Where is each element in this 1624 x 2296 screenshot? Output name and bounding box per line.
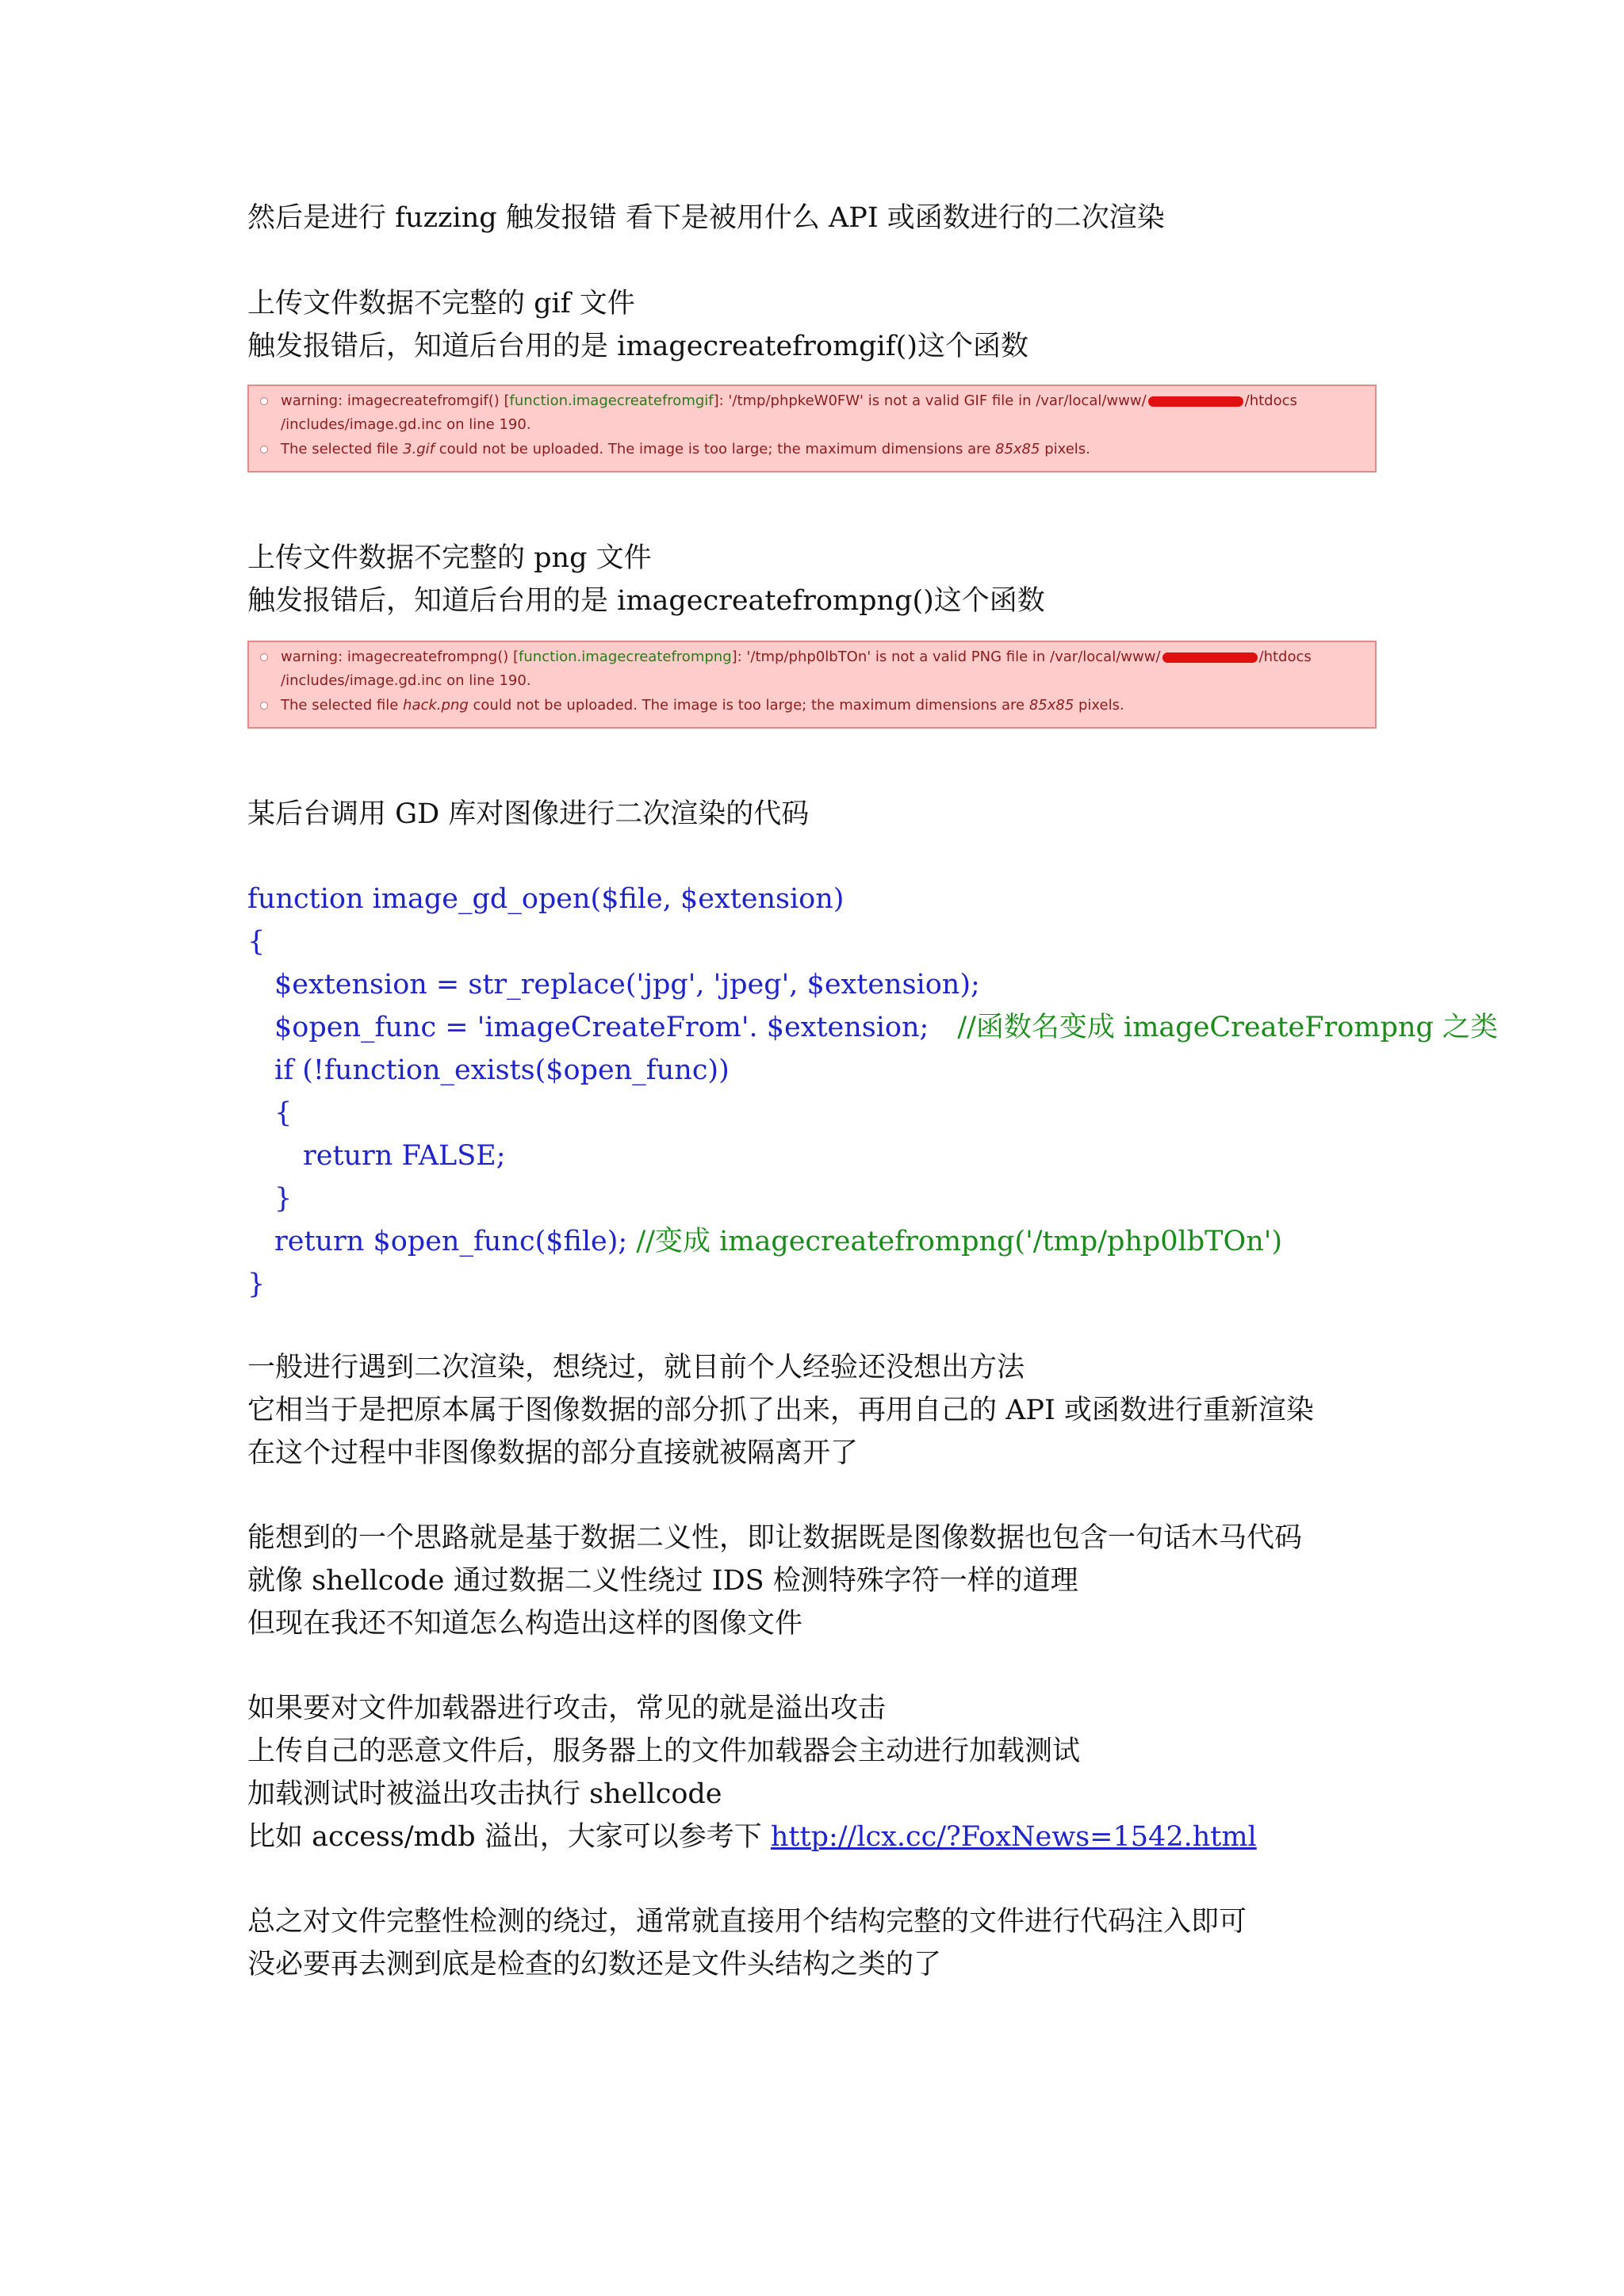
code-line: $open_func = 'imageCreateFrom'. $extension; //函数名变成 imageCreateFrompng 之类 <box>274 1012 1499 1043</box>
code-line: function image_gd_open($file, $extension) <box>247 883 845 915</box>
bullet-icon <box>260 446 268 453</box>
paragraph-line: 一般进行遇到二次渲染，想绕过，就目前个人经验还没想出方法 <box>247 1352 1025 1383</box>
gif-section-line1: 上传文件数据不完整的 gif 文件 <box>247 288 635 320</box>
code-line: return FALSE; <box>303 1140 506 1172</box>
code-line: { <box>274 1097 293 1129</box>
paragraph-line: 上传自己的恶意文件后，服务器上的文件加载器会主动进行加载测试 <box>247 1735 1081 1767</box>
code-line: { <box>247 926 266 958</box>
bullet-icon <box>260 397 268 405</box>
paragraph-line: 在这个过程中非图像数据的部分直接就被隔离开了 <box>247 1437 859 1469</box>
code-comment: //变成 imagecreatefrompng('/tmp/php0lbTOn') <box>636 1226 1283 1257</box>
paragraph-line: 比如 access/mdb 溢出，大家可以参考下 http://lcx.cc/?FoxNews=1542.html <box>247 1821 1257 1853</box>
png-function-link[interactable]: function.imagecreatefrompng <box>519 649 732 665</box>
png-section-line1: 上传文件数据不完整的 png 文件 <box>247 542 652 574</box>
gd-heading: 某后台调用 GD 库对图像进行二次渲染的代码 <box>247 798 810 830</box>
gif-function-link[interactable]: function.imagecreatefromgif <box>509 392 714 409</box>
paragraph-line: 能想到的一个思路就是基于数据二义性，即让数据既是图像数据也包含一句话木马代码 <box>247 1522 1303 1554</box>
intro-text: 然后是进行 fuzzing 触发报错 看下是被用什么 API 或函数进行的二次渲染 <box>247 202 1165 234</box>
png-selected-file-line: The selected file hack.png could not be uploaded. The image is too large; the maximum dimensions are 85x85 pixels. <box>281 697 1124 714</box>
redaction-mark <box>1162 652 1258 663</box>
gif-warning-line2: /includes/image.gd.inc on line 190. <box>281 416 531 433</box>
reference-link[interactable]: http://lcx.cc/?FoxNews=1542.html <box>770 1821 1257 1853</box>
code-line: if (!function_exists($open_func)) <box>274 1054 730 1086</box>
paragraph-line: 没必要再去测到底是检查的幻数还是文件头结构之类的了 <box>247 1949 942 1980</box>
paragraph-line: 加载测试时被溢出攻击执行 shellcode <box>247 1778 722 1810</box>
gif-error-box <box>247 385 1377 473</box>
code-comment: //函数名变成 imageCreateFrompng 之类 <box>957 1012 1499 1043</box>
gif-selected-file-line: The selected file 3.gif could not be uploaded. The image is too large; the maximum dimensions are 85x85 pixels. <box>281 441 1090 457</box>
paragraph-line: 总之对文件完整性检测的绕过，通常就直接用个结构完整的文件进行代码注入即可 <box>247 1906 1247 1938</box>
bullet-icon <box>260 653 268 661</box>
bullet-icon <box>260 702 268 710</box>
code-line: } <box>247 1269 266 1300</box>
paragraph-line: 就像 shellcode 通过数据二义性绕过 IDS 检测特殊字符一样的道理 <box>247 1565 1078 1597</box>
paragraph-line: 如果要对文件加载器进行攻击，常见的就是溢出攻击 <box>247 1693 887 1724</box>
paragraph-line: 它相当于是把原本属于图像数据的部分抓了出来，再用自己的 API 或函数进行重新渲染 <box>247 1395 1314 1426</box>
gif-warning-line: warning: imagecreatefromgif() [function.imagecreatefromgif]: '/tmp/phpkeW0FW' is not a valid GIF file in /var/local/www/ /htdocs <box>281 392 1297 409</box>
paragraph-line: 但现在我还不知道怎么构造出这样的图像文件 <box>247 1608 803 1640</box>
code-line: $extension = str_replace('jpg', 'jpeg', $extension); <box>274 969 980 1001</box>
code-line: return $open_func($file); //变成 imagecreatefrompng('/tmp/php0lbTOn') <box>274 1226 1283 1257</box>
png-section-line2: 触发报错后，知道后台用的是 imagecreatefrompng()这个函数 <box>247 585 1045 617</box>
png-error-box <box>247 641 1377 729</box>
code-line: } <box>274 1183 293 1215</box>
redaction-mark <box>1148 396 1243 407</box>
png-warning-line: warning: imagecreatefrompng() [function.imagecreatefrompng]: '/tmp/php0lbTOn' is not a valid PNG file in /var/local/www/ /htdocs <box>281 649 1312 665</box>
png-warning-line2: /includes/image.gd.inc on line 190. <box>281 672 531 689</box>
gif-section-line2: 触发报错后，知道后台用的是 imagecreatefromgif()这个函数 <box>247 331 1028 362</box>
